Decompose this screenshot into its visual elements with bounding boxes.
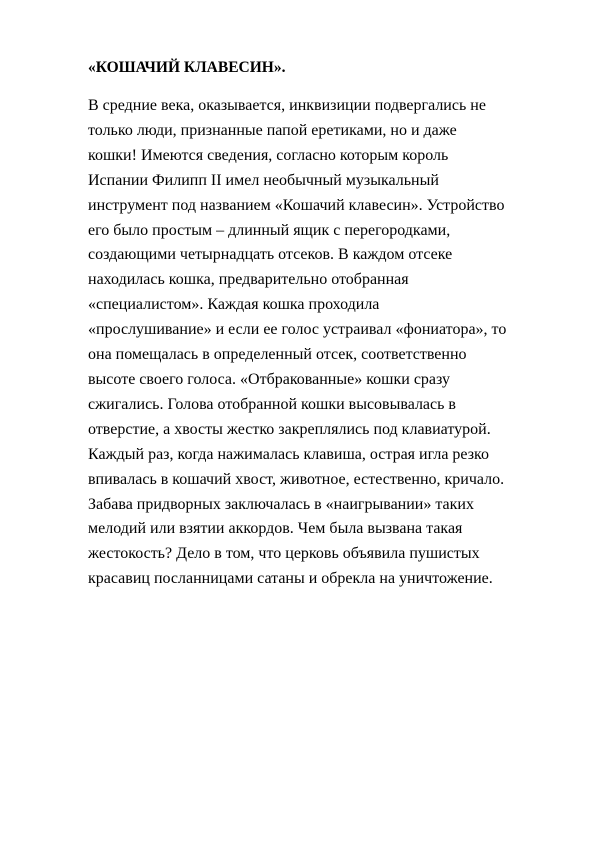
document-title: «КОШАЧИЙ КЛАВЕСИН». xyxy=(88,59,286,76)
text-line: Забава придворных заключалась в «наигрывании» таких xyxy=(88,495,474,513)
text-line: создающими четырнадцать отсеков. В каждом отсеке xyxy=(88,246,453,264)
text-line: жестокость? Дело в том, что церковь объявила пушистых xyxy=(88,545,480,563)
text-line: кошки! Имеются сведения, согласно которым король xyxy=(88,146,449,164)
text-line: она помещалась в определенный отсек, соответственно xyxy=(88,346,467,364)
text-line: «специалистом». Каждая кошка проходила xyxy=(88,296,380,314)
text-line: высоте своего голоса. «Отбракованные» кошки сразу xyxy=(88,370,451,388)
body-paragraph xyxy=(88,94,548,592)
text-line: только люди, признанные папой еретиками, но и даже xyxy=(88,121,457,139)
text-line: его было простым – длинный ящик с перегородками, xyxy=(88,221,451,239)
text-line: сжигались. Голова отобранной кошки высовывалась в xyxy=(88,395,456,413)
document-body xyxy=(88,58,548,592)
text-line: Каждый раз, когда нажималась клавиша, острая игла резко xyxy=(88,445,490,463)
text-line: находилась кошка, предварительно отобранная xyxy=(88,271,409,289)
text-line: отверстие, а хвосты жестко закреплялись под клавиатурой. xyxy=(88,420,491,438)
text-line: В средние века, оказывается, инквизиции подвергались не xyxy=(88,97,486,114)
text-line: мелодий или взятии аккордов. Чем была вызвана такая xyxy=(88,520,463,538)
text-line: впивалась в кошачий хвост, животное, естественно, кричало. xyxy=(88,470,505,488)
text-line: «прослушивание» и если ее голос устраивал «фониатора», то xyxy=(88,321,507,339)
text-line: инструмент под названием «Кошачий клавесин». Устройство xyxy=(88,196,505,214)
text-line: красавиц посланницами сатаны и обрекла на уничтожение. xyxy=(88,570,493,588)
text-line: Испании Филипп II имел необычный музыкальный xyxy=(88,171,439,189)
